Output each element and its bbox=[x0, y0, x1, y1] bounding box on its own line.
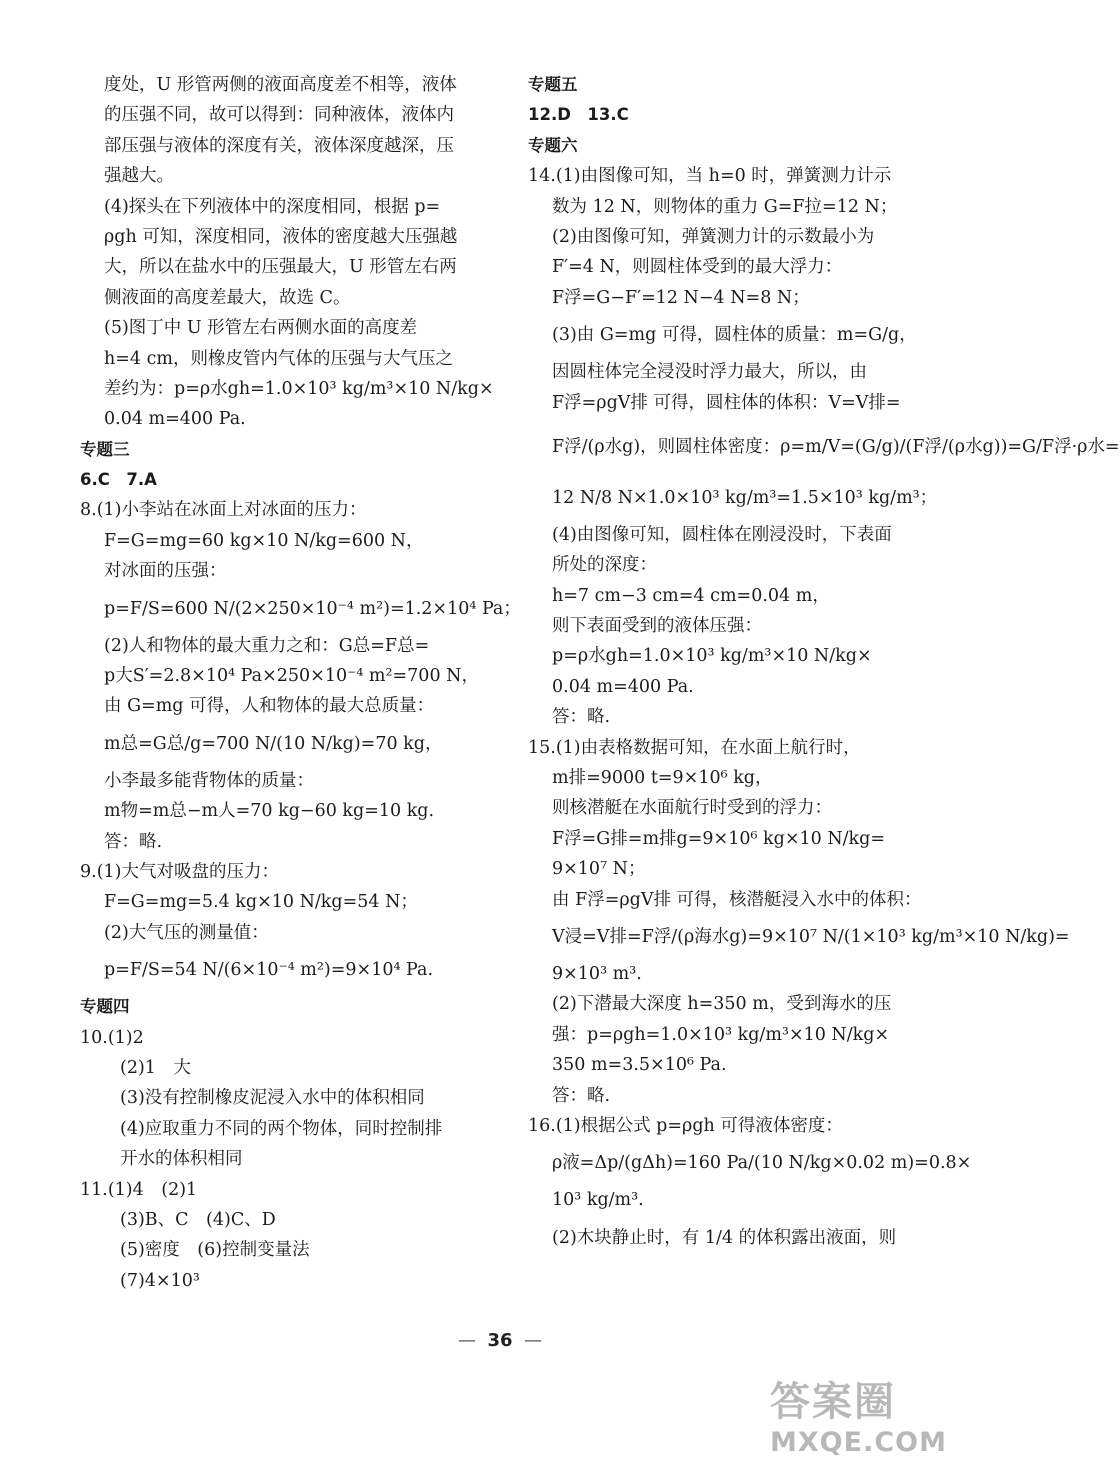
page-number: 36 bbox=[487, 1330, 513, 1351]
left-text-line: p=F/S=54 N/(6×10⁻⁴ m²)=9×10⁴ Pa. bbox=[104, 960, 434, 981]
left-text-line: (2)大气压的测量值： bbox=[104, 922, 269, 943]
right-text-line: 因圆柱体完全浸没时浮力最大，所以，由 bbox=[552, 362, 867, 383]
left-text-line: 9.(1)大气对吸盘的压力： bbox=[80, 861, 279, 882]
left-text-line: 6.C 7.A bbox=[80, 470, 157, 490]
left-text-line: (5)密度 (6)控制变量法 bbox=[120, 1240, 310, 1261]
left-text-line: 11.(1)4 (2)1 bbox=[80, 1179, 198, 1200]
left-text-line: 强越大。 bbox=[104, 166, 174, 187]
left-text-line: ρgh 可知，深度相同，液体的密度越大压强越 bbox=[104, 226, 458, 247]
right-text-line: 14.(1)由图像可知，当 h=0 时，弹簧测力计示 bbox=[528, 166, 892, 187]
left-text-line: 对冰面的压强： bbox=[104, 561, 227, 582]
left-text-line: p大S′=2.8×10⁴ Pa×250×10⁻⁴ m²=700 N， bbox=[104, 666, 479, 687]
right-text-line: V浸=V排=F浮/(ρ海水g)=9×10⁷ N/(1×10³ kg/m³×10 N/kg)= bbox=[552, 926, 1070, 947]
left-text-line: 度处，U 形管两侧的液面高度差不相等，液体 bbox=[104, 75, 457, 95]
left-text-line: 由 G=mg 可得，人和物体的最大总质量： bbox=[104, 696, 435, 717]
left-column bbox=[80, 70, 521, 1296]
left-text-line: 差约为：p=ρ水gh=1.0×10³ kg/m³×10 N/kg× bbox=[104, 378, 494, 399]
right-text-line: h=7 cm−3 cm=4 cm=0.04 m， bbox=[552, 585, 830, 606]
right-text-line: 12 N/8 N×1.0×10³ kg/m³=1.5×10³ kg/m³； bbox=[552, 487, 938, 508]
right-text-line: (4)由图像可知，圆柱体在刚浸没时，下表面 bbox=[552, 524, 892, 545]
right-text-line: F浮=G排=m排g=9×10⁶ kg×10 N/kg= bbox=[552, 828, 886, 849]
page-footer: — 36 — bbox=[458, 1330, 542, 1351]
left-text-line: m物=m总−m人=70 kg−60 kg=10 kg. bbox=[104, 801, 435, 822]
right-text-line: 15.(1)由表格数据可知，在水面上航行时， bbox=[528, 737, 861, 758]
left-text-line: 小李最多能背物体的质量： bbox=[104, 770, 314, 791]
right-text-line: 则核潜艇在水面航行时受到的浮力： bbox=[552, 798, 832, 819]
right-text-line: 9×10⁷ N； bbox=[552, 859, 646, 880]
right-text-line: 0.04 m=400 Pa. bbox=[552, 676, 694, 697]
right-text-line: ρ液=Δp/(gΔh)=160 Pa/(10 N/kg×0.02 m)=0.8× bbox=[552, 1153, 972, 1174]
right-text-line: 12.D 13.C bbox=[528, 105, 629, 125]
right-text-line: 350 m=3.5×10⁶ Pa. bbox=[552, 1055, 727, 1076]
left-text-line: (2)1 大 bbox=[120, 1057, 191, 1078]
right-text-line: 专题六 bbox=[528, 135, 578, 155]
left-text-line: p=F/S=600 N/(2×250×10⁻⁴ m²)=1.2×10⁴ Pa； bbox=[104, 598, 521, 619]
left-text-line: 开水的体积相同 bbox=[120, 1149, 243, 1170]
left-text-line: F=G=mg=5.4 kg×10 N/kg=54 N； bbox=[104, 892, 418, 913]
right-text-line: p=ρ水gh=1.0×10³ kg/m³×10 N/kg× bbox=[552, 646, 872, 667]
right-text-line: F浮=G−F′=12 N−4 N=8 N； bbox=[552, 287, 810, 308]
right-column bbox=[528, 70, 1120, 1260]
left-text-line: 大，所以在盐水中的压强最大，U 形管左右两 bbox=[104, 257, 457, 278]
left-text-line: m总=G总/g=700 N/(10 N/kg)=70 kg， bbox=[104, 733, 443, 754]
left-text-line: 专题三 bbox=[80, 439, 130, 459]
right-text-line: 强：p=ρgh=1.0×10³ kg/m³×10 N/kg× bbox=[552, 1024, 890, 1045]
left-text-line: 专题四 bbox=[80, 997, 130, 1017]
right-text-line: 由 F浮=ρgV排 可得，核潜艇浸入水中的体积： bbox=[552, 889, 922, 910]
watermark-url: MXQE.COM bbox=[770, 1427, 947, 1458]
right-text-line: (2)木块静止时，有 1/4 的体积露出液面，则 bbox=[552, 1227, 897, 1248]
right-text-line: F′=4 N，则圆柱体受到的最大浮力： bbox=[552, 257, 843, 278]
right-text-line: F浮/(ρ水g)，则圆柱体密度：ρ=m/V=(G/g)/(F浮/(ρ水g))=G/F浮·ρ水= bbox=[552, 436, 1120, 457]
right-text-line: 16.(1)根据公式 p=ρgh 可得液体密度： bbox=[528, 1115, 843, 1136]
right-text-line: 专题五 bbox=[528, 75, 578, 94]
right-text-line: 则下表面受到的液体压强： bbox=[552, 616, 762, 637]
left-text-line: (2)人和物体的最大重力之和：G总=F总= bbox=[104, 635, 430, 656]
left-text-line: (3)没有控制橡皮泥浸入水中的体积相同 bbox=[120, 1088, 425, 1109]
right-text-line: 答：略. bbox=[552, 1085, 611, 1106]
watermark bbox=[770, 1378, 990, 1468]
left-text-line: 8.(1)小李站在冰面上对冰面的压力： bbox=[80, 500, 367, 521]
left-text-line: (7)4×10³ bbox=[120, 1270, 200, 1291]
right-text-line: (2)下潜最大深度 h=350 m，受到海水的压 bbox=[552, 994, 892, 1015]
left-text-line: (4)应取重力不同的两个物体，同时控制排 bbox=[120, 1118, 443, 1139]
watermark-logo-text: 答案圈 bbox=[770, 1379, 896, 1425]
right-text-line: 答：略. bbox=[552, 707, 611, 728]
right-text-line: m排=9000 t=9×10⁶ kg， bbox=[552, 768, 773, 789]
left-text-line: 10.(1)2 bbox=[80, 1027, 144, 1048]
right-text-line: 9×10³ m³. bbox=[552, 963, 642, 984]
right-text-line: 数为 12 N，则物体的重力 G=F拉=12 N； bbox=[552, 196, 898, 217]
left-text-line: h=4 cm，则橡皮管内气体的压强与大气压之 bbox=[104, 348, 454, 369]
left-text-line: F=G=mg=60 kg×10 N/kg=600 N， bbox=[104, 530, 424, 551]
left-text-line: 0.04 m=400 Pa. bbox=[104, 409, 246, 430]
left-text-line: (4)探头在下列液体中的深度相同，根据 p= bbox=[104, 196, 441, 217]
right-text-line: (3)由 G=mg 可得，圆柱体的质量：m=G/g， bbox=[552, 325, 917, 346]
left-text-line: (5)图丁中 U 形管左右两侧水面的高度差 bbox=[104, 318, 418, 339]
right-text-line: 10³ kg/m³. bbox=[552, 1190, 644, 1211]
right-text-line: F浮=ρgV排 可得，圆柱体的体积：V=V排= bbox=[552, 392, 901, 413]
right-text-line: 所处的深度： bbox=[552, 555, 657, 576]
left-text-line: 部压强与液体的深度有关，液体深度越深，压 bbox=[104, 135, 454, 156]
left-text-line: 的压强不同，故可以得到：同种液体，液体内 bbox=[104, 105, 454, 126]
left-text-line: (3)B、C (4)C、D bbox=[120, 1209, 276, 1230]
left-text-line: 侧液面的高度差最大，故选 C。 bbox=[104, 287, 351, 308]
right-text-line: (2)由图像可知，弹簧测力计的示数最小为 bbox=[552, 226, 875, 247]
left-text-line: 答：略. bbox=[104, 831, 163, 852]
